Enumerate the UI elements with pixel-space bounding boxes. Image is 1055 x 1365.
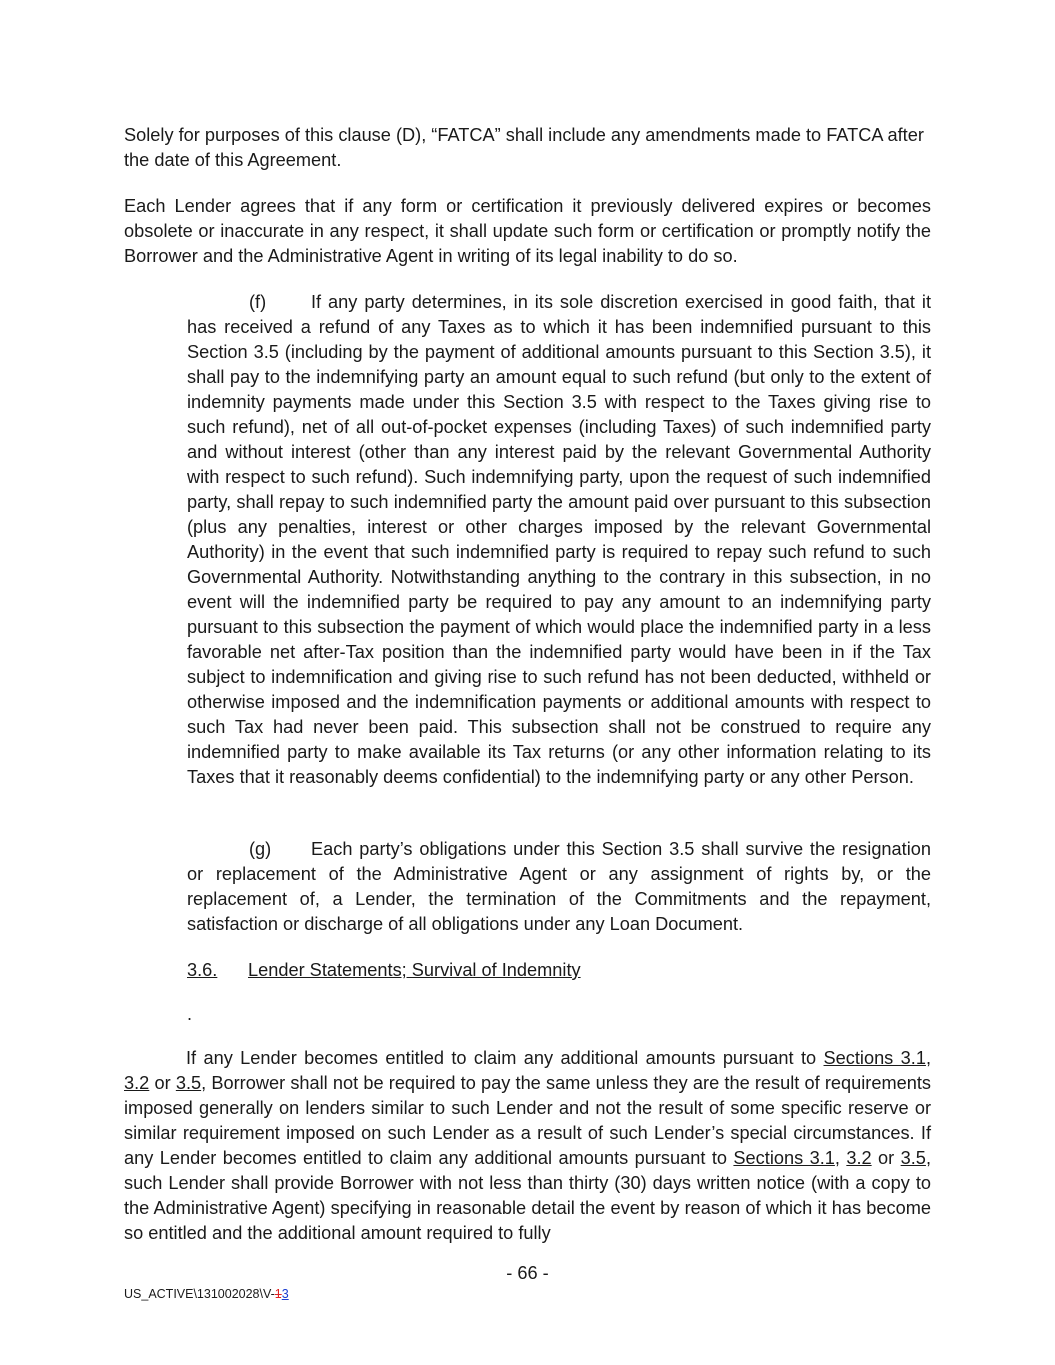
version-inserted: 3 xyxy=(281,1287,289,1301)
subsection-g-text: Each party’s obligations under this Section 3.5 shall survive the resignation or replacement of the Administrative Agent or any assignment of rights by, or the replacement of, a Lender, the termination of the Commitments and the repayment, satisfaction or discharge of all obligations under any Loan Document. xyxy=(187,839,931,934)
separator: , xyxy=(834,1148,847,1168)
subsection-g xyxy=(187,837,931,937)
xref-section-3-2[interactable]: 3.2 xyxy=(846,1148,872,1168)
body-text-part1: If any Lender becomes entitled to claim any additional amounts pursuant to xyxy=(186,1048,824,1068)
xref-sections-3-1[interactable]: Sections 3.1 xyxy=(733,1148,835,1168)
section-title: Lender Statements; Survival of Indemnity xyxy=(248,960,581,980)
xref-sections-3-1[interactable]: Sections 3.1 xyxy=(823,1048,926,1068)
body-text-part2: , Borrower shall not be required to pay the same unless they are the result of requirements imposed generally on lenders similar to such Lender and not the result of some specific reserve or similar requirement imposed on such Lender as a result of such Lender’s special circumstances. If any Lender becomes entitled to claim any additional amounts pursuant to xyxy=(124,1073,931,1168)
xref-section-3-5[interactable]: 3.5 xyxy=(900,1148,926,1168)
separator: or xyxy=(871,1148,901,1168)
paragraph-fatca-clause: Solely for purposes of this clause (D), “FATCA” shall include any amendments made to FATCA after the date of this Agreement. xyxy=(124,125,924,170)
subsection-f-text: If any party determines, in its sole discretion exercised in good faith, that it has received a refund of any Taxes as to which it has been indemnified pursuant to this Section 3.5 (including by the payment of additional amounts pursuant to this Section 3.5), it shall pay to the indemnifying party an amount equal to such refund (but only to the extent of indemnity payments made under this Section 3.5 with respect to the Taxes giving rise to such refund), net of all out-of-pocket expenses (including Taxes) of such indemnified party and without interest (other than any interest paid by the relevant Governmental Authority with respect to such refund). Such indemnifying party, upon the request of such indemnified party, shall repay to such indemnified party the amount paid over pursuant to this subsection (plus any penalties, interest or other charges imposed by the relevant Governmental Authority) in the event that such indemnified party is required to repay such refund to such Governmental Authority. Notwithstanding anything to the contrary in this subsection, in no event will the indemnified party be required to pay any amount to an indemnifying party pursuant to this subsection the payment of which would place the indemnified party in a less favorable net after-Tax position than the indemnified party would have been in if the Tax subject to indemnification and giving rise to such refund has not been deducted, withheld or otherwise imposed and the indemnification payments or additional amounts with respect to such Tax had never been paid. This subsection shall not be construed to require any indemnified party to make available its Tax returns (or any other information relating to its Taxes that it reasonably deems confidential) to the indemnifying party or any other Person. xyxy=(187,292,931,787)
document-id-prefix: US_ACTIVE\131002028\V- xyxy=(124,1287,275,1301)
section-3-6-body xyxy=(124,1046,931,1246)
subsection-f xyxy=(187,290,931,790)
subsection-f-marker: (f) xyxy=(249,292,267,312)
document-id xyxy=(124,1286,289,1302)
xref-section-3-2[interactable]: 3.2 xyxy=(124,1073,150,1093)
paragraph-lender-forms: Each Lender agrees that if any form or certification it previously delivered expires or becomes obsolete or inaccurate in any respect, it shall update such form or certification or promptly notify the Borrower and the Administrative Agent in writing of its legal inability to do so. xyxy=(124,196,931,266)
body-text-part3: , such Lender shall provide Borrower with not less than thirty (30) days written notice (with a copy to the Administrative Agent) specifying in reasonable detail the event by reason of which it has become so entitled and the additional amount required to fully xyxy=(124,1148,931,1243)
stray-period: . xyxy=(187,1004,193,1024)
section-number: 3.6. xyxy=(187,960,218,980)
page-number: - 66 - xyxy=(506,1263,549,1283)
version-deleted: 1 xyxy=(274,1287,282,1301)
separator: or xyxy=(149,1073,176,1093)
xref-section-3-5[interactable]: 3.5 xyxy=(175,1073,202,1093)
subsection-g-marker: (g) xyxy=(249,839,272,859)
separator: , xyxy=(925,1048,931,1068)
